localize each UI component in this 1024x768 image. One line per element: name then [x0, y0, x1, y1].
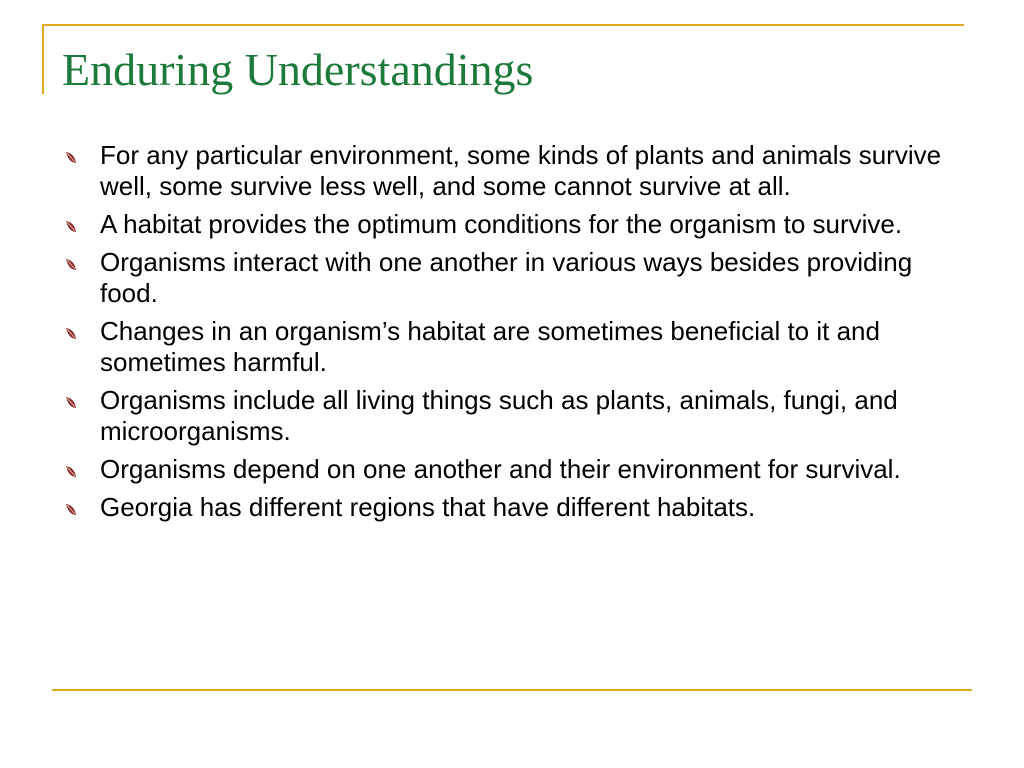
leaf-bullet-icon [64, 151, 78, 165]
left-rule [42, 24, 44, 94]
bullet-text: For any particular environment, some kinds of plants and animals survive well, some survive less well, and some cannot survive at all. [100, 140, 942, 201]
bottom-rule [52, 689, 972, 691]
bullet-item [62, 209, 972, 240]
leaf-bullet-icon [64, 220, 78, 234]
bullet-text: Organisms interact with one another in various ways besides providing food. [100, 247, 913, 308]
leaf-bullet-icon [64, 258, 78, 272]
bullet-item [62, 385, 972, 447]
bullet-text: Georgia has different regions that have different habitats. [100, 492, 756, 522]
bullet-item [62, 492, 972, 523]
bullet-text: Changes in an organism’s habitat are sometimes beneficial to it and sometimes harmful. [100, 316, 880, 377]
leaf-bullet-icon [64, 327, 78, 341]
slide-title: Enduring Understandings [62, 44, 534, 95]
bullet-list [62, 140, 972, 530]
bullet-item [62, 140, 972, 202]
bullet-item [62, 454, 972, 485]
bullet-text: Organisms include all living things such as plants, animals, fungi, and microorganisms. [100, 385, 898, 446]
leaf-bullet-icon [64, 396, 78, 410]
bullet-item [62, 247, 972, 309]
bullet-text: Organisms depend on one another and their environment for survival. [100, 454, 901, 484]
bullet-item [62, 316, 972, 378]
leaf-bullet-icon [64, 503, 78, 517]
top-rule [42, 24, 964, 26]
leaf-bullet-icon [64, 465, 78, 479]
bullet-text: A habitat provides the optimum conditions for the organism to survive. [100, 209, 903, 239]
